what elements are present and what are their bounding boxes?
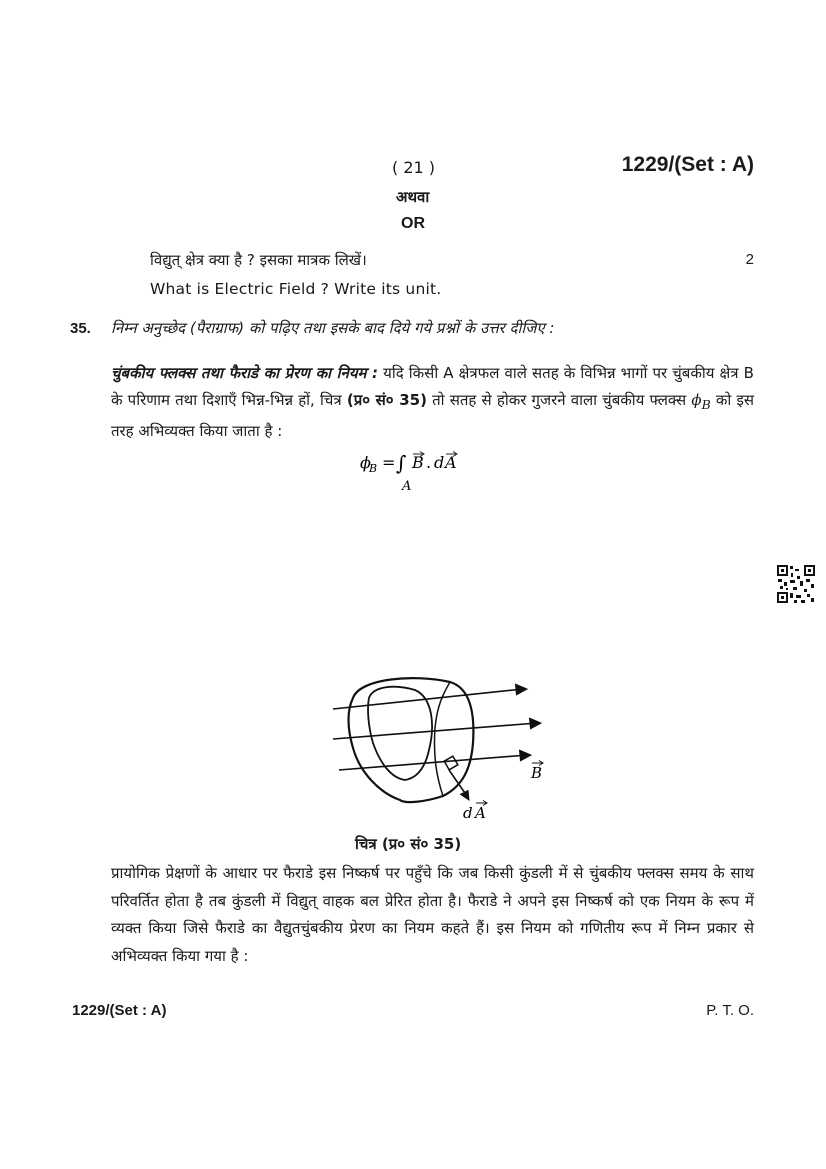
formula-vec-b: B xyxy=(412,453,424,472)
passage-text: यदि किसी A क्षेत्रफल वाले सतह के विभिन्न भागों पर चुंबकीय क्षेत्र B के परिणाम तथा दिशाएँ भिन्न-भिन्न हों, चित्र xyxy=(111,364,754,409)
or-english: OR xyxy=(401,215,425,232)
formula-phi: ϕ xyxy=(360,453,371,472)
passage-text: को इस तरह अभिव्यक्त किया जाता है : xyxy=(111,391,754,440)
footer-pto: P. T. O. xyxy=(706,1002,754,1019)
page-number: ( 21 ) xyxy=(392,158,436,177)
passage-text: तो सतह से होकर गुजरने वाला चुंबकीय फ्लक्स xyxy=(426,391,692,409)
question-instruction: निम्न अनुच्छेद (पैराग्राफ) को पढ़िए तथा इसके बाद दिये गये प्रश्नों के उत्तर दीजिए : xyxy=(111,319,555,337)
formula-integral: ∫ xyxy=(396,451,407,475)
figure-caption: चित्र (प्र० सं० 35) xyxy=(355,835,462,853)
formula-equals: = xyxy=(382,453,396,472)
figure-reference: (प्र० सं० 35) xyxy=(346,391,427,409)
area-element xyxy=(444,756,458,770)
formula-dot: . xyxy=(426,453,432,472)
phi-symbol: $\phi_B$ xyxy=(691,391,711,412)
question-english-text: What is Electric Field ? Write its unit. xyxy=(150,280,442,298)
question-hindi-text: विद्युत् क्षेत्र क्या है ? इसका मात्रक लिखें। xyxy=(150,251,367,269)
label-b: B xyxy=(531,764,543,782)
formula-phi-sub: B xyxy=(369,462,378,475)
formula-integral-sub: A xyxy=(402,479,412,494)
formula-d: d xyxy=(434,453,445,472)
footer-set-code: 1229/(Set : A) xyxy=(72,1002,167,1019)
question-marks: 2 xyxy=(745,251,754,268)
field-line-3 xyxy=(339,755,527,770)
header-set-code: 1229/(Set : A) xyxy=(621,153,754,176)
or-hindi: अथवा xyxy=(396,188,430,206)
flux-formula xyxy=(358,450,478,500)
passage-paragraph-2: प्रायोगिक प्रेक्षणों के आधार पर फैराडे इस निष्कर्ष पर पहुँचे कि जब किसी कुंडली में से चुंबकीय फ्लक्स समय के साथ परिवर्तित होता है तब कुंडली में विद्युत् वाहक बल प्रेरित होता है। फैराडे ने अपने इस निष्कर्ष को एक नियम के रूप में व्यक्त किया जिसे फैराडे का वैद्युतचुंबकीय प्रेरण का नियम कहते हैं। इस नियम को गणितीय रूप में निम्न प्रकार से अभिव्यक्त किया गया है : xyxy=(111,864,754,965)
formula-vec-a: A xyxy=(445,453,457,472)
flux-formula-svg xyxy=(358,450,478,496)
label-d: d xyxy=(463,804,473,822)
passage-paragraph-1 xyxy=(111,360,754,445)
question-number: 35. xyxy=(70,320,91,337)
label-a: A xyxy=(475,804,486,822)
qr-code xyxy=(776,564,816,604)
flux-diagram xyxy=(325,668,555,832)
passage-lead-title: चुंबकीय फ्लक्स तथा फैराडे का प्रेरण का नियम : xyxy=(111,364,379,382)
